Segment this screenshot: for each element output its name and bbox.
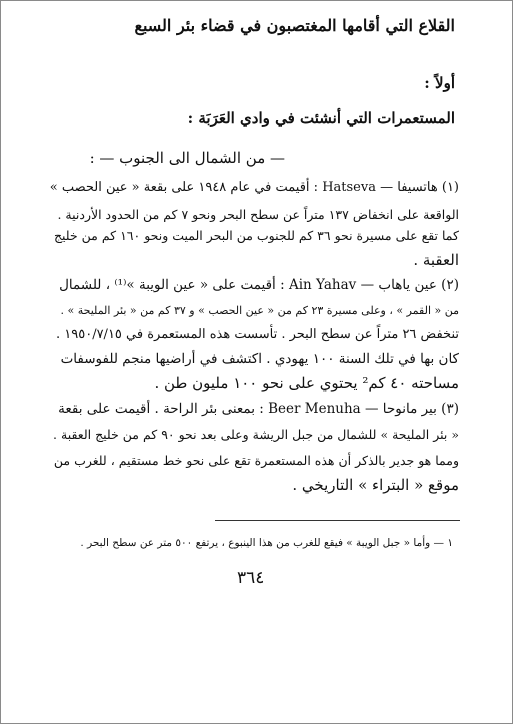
footnote: ١ — وأما « جبل الويبة » فيقع للغرب من هذا الينبوع ، يرتفع ٥٠٠ متر عن سطح البحر . (80, 537, 453, 549)
section-label: أولاً : (424, 74, 455, 92)
body-line: (١) هاتسيفا — Hatseva : أقيمت في عام ١٩٤٨ على بقعة « عين الحصب » (49, 180, 459, 195)
body-line: (٣) بير مانوحا — Beer Menuha : بمعنى بئر الراحة . أقيمت على بقعة (58, 401, 459, 417)
page-title: القلاع التي أقامها المغتصبون في قضاء بئر السبع (134, 16, 455, 35)
body-line: ومما هو جدير بالذكر أن هذه المستعمرة تقع على نحو خط مستقيم ، للغرب من (53, 453, 459, 468)
body-line: الواقعة على انخفاض ١٣٧ متراً عن سطح البحر ونحو ٧ كم من الحدود الأردنية . (57, 207, 459, 222)
body-line: العقبة . (413, 251, 459, 269)
footnote-divider (215, 520, 460, 521)
body-line: كما تقع على مسيرة نحو ٣٦ كم للجنوب من البحر الميت ونحو ١٦٠ كم من خليج (53, 228, 459, 243)
body-line: من « القمر » ، وعلى مسيرة ٢٣ كم من « عين الحصب » و ٣٧ كم من « بئر المليحة » . (60, 304, 459, 317)
direction-note: — من الشمال الى الجنوب — : (89, 149, 285, 167)
body-line: كان بها في تلك السنة ١٠٠ يهودي . اكتشف في أراضيها منجم للفوسفات (60, 351, 459, 367)
body-line: (٢) عين ياهاب — Ain Yahav : أقيمت على « عين الويبة »⁽¹⁾ ، للشمال (59, 277, 459, 293)
page-number: ٣٦٤ (237, 568, 265, 588)
section-subtitle: المستعمرات التي أنشئت في وادي العَرَبَة : (187, 109, 455, 127)
body-line: مساحته ٤٠ كم² يحتوي على نحو ١٠٠ مليون طن . (154, 374, 459, 392)
body-line: تنخفض ٢٦ متراً عن سطح البحر . تأسست هذه المستعمرة في ١٩٥٠/٧/١٥ . (56, 327, 459, 342)
body-line: « بئر المليحة » للشمال من جبل الريشة وعلى بعد نحو ٩٠ كم من خليج العقبة . (53, 427, 459, 442)
body-line: موقع « البتراء » التاريخي . (292, 476, 459, 494)
